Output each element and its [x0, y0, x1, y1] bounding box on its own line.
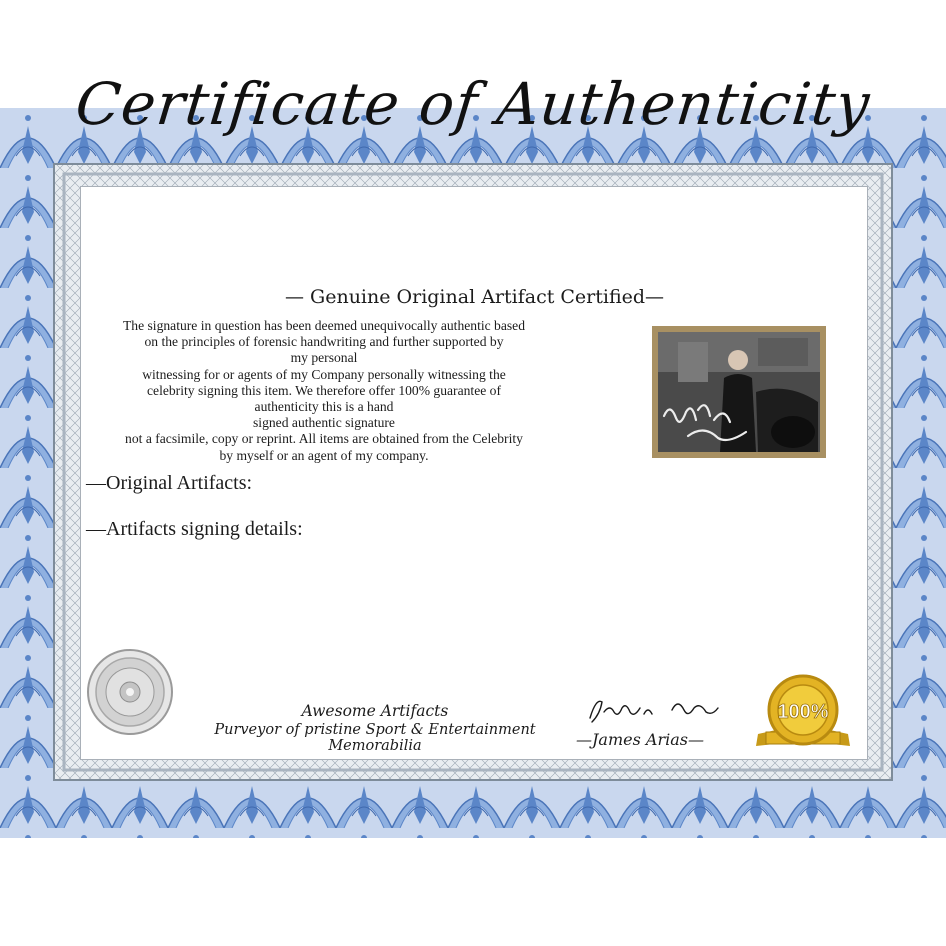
statement-line: celebrity signing this item. We therefore offer 100% guarantee of — [147, 382, 501, 398]
guarantee-seal — [752, 672, 854, 754]
guarantee-seal-text: 100% — [777, 701, 829, 723]
statement-line: by myself or an agent of my company. — [219, 447, 429, 463]
signed-photo-image — [658, 332, 820, 452]
company-name: Awesome Artifacts — [301, 702, 449, 720]
statement-line: on the principles of forensic handwriting and further supported by — [144, 334, 504, 350]
company-block — [180, 702, 570, 754]
original-artifacts-label: —Original Artifacts: — [86, 472, 253, 494]
statement-line: The signature in question has been deemed unequivocally authentic based — [122, 318, 526, 333]
statement-line: not a facsimile, copy or reprint. All items are obtained from the Celebrity — [125, 431, 523, 447]
embossed-seal — [86, 648, 174, 736]
handwritten-signature — [582, 694, 722, 724]
statement-line: my personal — [290, 350, 358, 366]
authenticity-statement — [90, 318, 558, 464]
signer-name: —James Arias— — [576, 730, 704, 749]
company-tagline: Purveyor of pristine Sport & Entertainment Memorabilia — [214, 722, 536, 754]
certificate-title: Certificate of Authenticity — [72, 70, 874, 138]
certificate-subtitle: — Genuine Original Artifact Certified— — [285, 286, 665, 308]
statement-line: witnessing for or agents of my Company personally witnessing the — [142, 366, 506, 382]
statement-line: signed authentic signature — [253, 415, 395, 431]
signing-details-label: —Artifacts signing details: — [86, 518, 303, 540]
statement-line: authenticity this is a hand — [254, 399, 394, 415]
signed-photo — [652, 326, 826, 458]
